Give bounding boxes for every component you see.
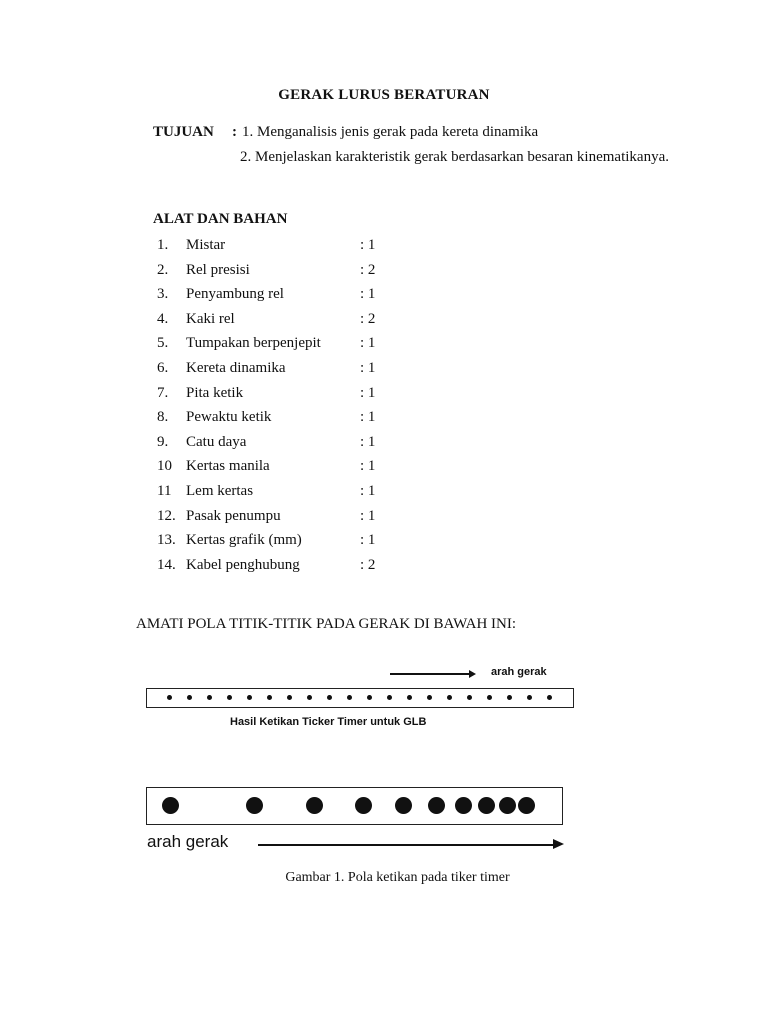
list-item-num: 14. — [157, 556, 176, 573]
alat-dan-bahan-heading: ALAT DAN BAHAN — [153, 211, 288, 227]
direction-arrow-icon — [390, 673, 470, 675]
list-item — [157, 557, 417, 582]
list-item-qty: : 1 — [360, 237, 376, 253]
figure-caption: Gambar 1. Pola ketikan pada tiker timer — [285, 870, 510, 885]
list-item-qty: : 2 — [360, 261, 376, 278]
tick-dot — [287, 695, 292, 700]
list-item-num: 6. — [157, 359, 169, 376]
ticker-tape-strip-large — [146, 787, 563, 825]
list-item-qty: : 1 — [360, 482, 376, 499]
list-item-num: 8. — [157, 409, 169, 426]
list-item-qty: : 1 — [360, 384, 376, 401]
list-item-name: Pewaktu ketik — [186, 409, 272, 426]
tick-dot — [367, 695, 372, 700]
list-item — [157, 409, 417, 434]
tick-dot — [547, 695, 552, 700]
tick-dot-large — [306, 797, 323, 814]
tujuan-item-1: 1. Menganalisis jenis gerak pada kereta dinamika — [242, 124, 539, 140]
tick-dot — [227, 695, 232, 700]
list-item — [157, 360, 417, 385]
tick-dot — [327, 695, 332, 700]
list-item-num: 3. — [157, 286, 169, 303]
tick-dot — [427, 695, 432, 700]
list-item-num: 12. — [157, 507, 176, 524]
tick-dot — [167, 695, 172, 700]
list-item — [157, 434, 417, 459]
list-item-name: Penyambung rel — [186, 286, 284, 303]
tick-dot — [527, 695, 532, 700]
tick-dot-large — [428, 797, 445, 814]
list-item — [157, 508, 417, 533]
list-item-name: Kereta dinamika — [186, 359, 286, 376]
tick-dot-large — [246, 797, 263, 814]
tick-dot-large — [355, 797, 372, 814]
list-item-name: Rel presisi — [186, 261, 250, 278]
tick-dot — [407, 695, 412, 700]
list-item-name: Catu daya — [186, 433, 247, 450]
list-item-num: 13. — [157, 532, 176, 549]
list-item-name: Kertas manila — [186, 458, 270, 475]
list-item-num: 1. — [157, 237, 169, 253]
list-item-num: 9. — [157, 433, 169, 450]
direction-arrow-large-icon — [258, 844, 554, 846]
list-item-qty: : 2 — [360, 556, 376, 573]
list-item-qty: : 1 — [360, 409, 376, 426]
list-item — [157, 286, 417, 311]
tick-dot — [187, 695, 192, 700]
tick-dot — [347, 695, 352, 700]
tick-dot-large — [478, 797, 495, 814]
tick-dot — [307, 695, 312, 700]
list-item-name: Kaki rel — [186, 310, 235, 327]
list-item — [157, 335, 417, 360]
list-item — [157, 385, 417, 410]
alat-dan-bahan-list — [157, 237, 417, 581]
list-item-name: Pita ketik — [186, 384, 244, 401]
list-item-qty: : 1 — [360, 433, 376, 450]
ticker-tape-strip — [146, 688, 574, 708]
list-item — [157, 532, 417, 557]
list-item-num: 2. — [157, 261, 169, 278]
tujuan-label: TUJUAN — [153, 124, 214, 140]
tick-dot-large — [499, 797, 516, 814]
list-item-qty: : 1 — [360, 532, 376, 549]
document-title: GERAK LURUS BERATURAN — [278, 87, 490, 103]
list-item-name: Mistar — [186, 237, 226, 253]
list-item-name: Kertas grafik (mm) — [186, 532, 302, 549]
list-item — [157, 311, 417, 336]
tick-dot — [247, 695, 252, 700]
amati-instruction: AMATI POLA TITIK-TITIK PADA GERAK DI BAWAH INI: — [136, 616, 517, 632]
list-item-name: Lem kertas — [186, 482, 254, 499]
list-item-qty: : 1 — [360, 335, 376, 352]
direction-arrow-label-large: arah gerak — [147, 832, 229, 851]
list-item-num: 4. — [157, 310, 169, 327]
tick-dot — [207, 695, 212, 700]
list-item-qty: : 2 — [360, 310, 376, 327]
list-item-qty: : 1 — [360, 359, 376, 376]
tick-dot-large — [518, 797, 535, 814]
list-item — [157, 262, 417, 287]
tick-dot-large — [162, 797, 179, 814]
list-item — [157, 237, 417, 262]
list-item — [157, 458, 417, 483]
list-item-num: 7. — [157, 384, 169, 401]
list-item-name: Kabel penghubung — [186, 556, 300, 573]
tick-dot — [447, 695, 452, 700]
ticker-strip-figure-glb — [136, 657, 590, 731]
tick-dot — [507, 695, 512, 700]
tick-dot — [387, 695, 392, 700]
list-item-qty: : 1 — [360, 458, 376, 475]
list-item — [157, 483, 417, 508]
tick-dot — [467, 695, 472, 700]
tick-dot — [487, 695, 492, 700]
ticker-strip-caption: Hasil Ketikan Ticker Timer untuk GLB — [230, 716, 427, 728]
tick-dot-large — [455, 797, 472, 814]
list-item-num: 10 — [157, 458, 172, 475]
list-item-qty: : 1 — [360, 286, 376, 303]
tujuan-item-2: 2. Menjelaskan karakteristik gerak berdasarkan besaran kinematikanya. — [240, 149, 669, 165]
list-item-name: Tumpakan berpenjepit — [186, 335, 321, 352]
direction-arrow-label: arah gerak — [491, 666, 547, 678]
list-item-num: 5. — [157, 335, 169, 352]
tick-dot — [267, 695, 272, 700]
list-item-name: Pasak penumpu — [186, 507, 281, 524]
tujuan-colon: : — [232, 124, 237, 140]
list-item-qty: : 1 — [360, 507, 376, 524]
list-item-num: 11 — [157, 482, 172, 499]
tick-dot-large — [395, 797, 412, 814]
